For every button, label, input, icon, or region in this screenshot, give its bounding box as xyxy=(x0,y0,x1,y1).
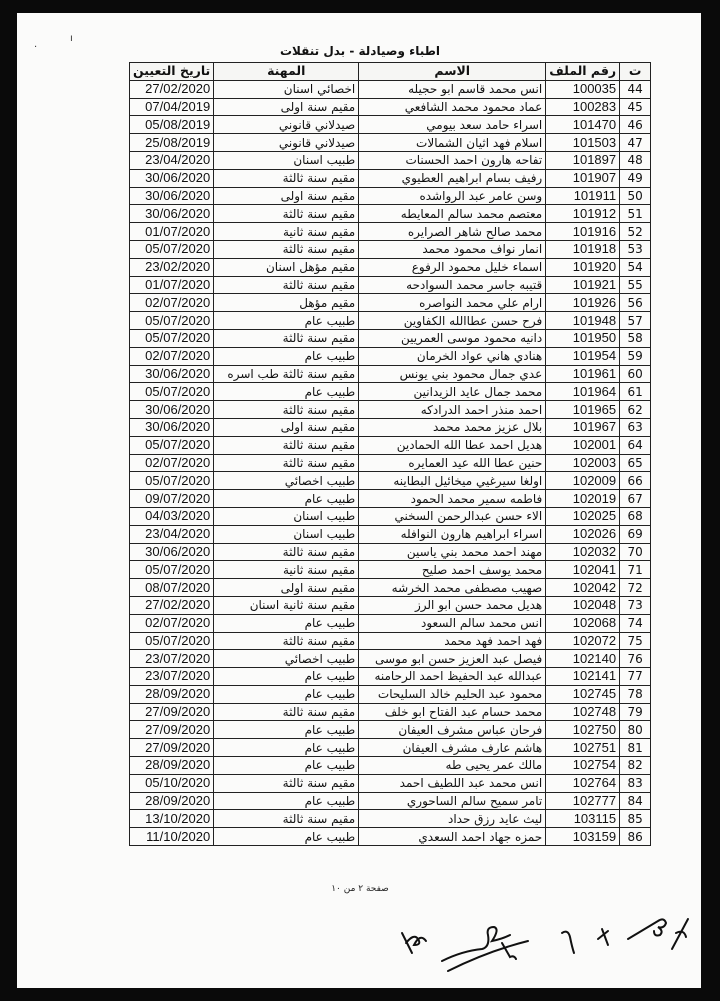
row-name: ليث عايد رزق حداد xyxy=(359,810,546,828)
table-row xyxy=(130,828,651,846)
row-name: تفاحه هارون احمد الحسنات xyxy=(359,151,546,169)
row-seq: 75 xyxy=(620,632,651,650)
row-file-number: 101964 xyxy=(546,383,620,401)
row-file-number: 102745 xyxy=(546,685,620,703)
row-seq: 67 xyxy=(620,490,651,508)
row-file-number: 102754 xyxy=(546,757,620,775)
row-appointment-date: 05/08/2019 xyxy=(130,116,214,134)
row-profession: طبيب عام xyxy=(214,721,359,739)
row-profession: مقيم سنة اولى xyxy=(214,187,359,205)
row-name: احمد منذر احمد الدرادكه xyxy=(359,401,546,419)
row-profession: مقيم سنة ثالثة xyxy=(214,205,359,223)
row-file-number: 101921 xyxy=(546,276,620,294)
row-seq: 59 xyxy=(620,347,651,365)
row-file-number: 101954 xyxy=(546,347,620,365)
row-file-number: 101920 xyxy=(546,258,620,276)
row-profession: مقيم سنة ثالثة xyxy=(214,543,359,561)
row-profession: مقيم سنة ثالثة طب اسره xyxy=(214,365,359,383)
stray-mark: · xyxy=(34,42,38,53)
row-name: معتصم محمد سالم المعايطه xyxy=(359,205,546,223)
row-name: محمد حسام عبد الفتاح ابو خلف xyxy=(359,703,546,721)
table-row xyxy=(130,632,651,650)
row-seq: 45 xyxy=(620,98,651,116)
row-profession: مقيم مؤهل xyxy=(214,294,359,312)
row-profession: مقيم سنة ثانية xyxy=(214,223,359,241)
row-profession: مقيم سنة ثالثة xyxy=(214,276,359,294)
row-profession: طبيب عام xyxy=(214,757,359,775)
row-seq: 73 xyxy=(620,596,651,614)
row-appointment-date: 27/09/2020 xyxy=(130,721,214,739)
row-appointment-date: 01/07/2020 xyxy=(130,276,214,294)
row-file-number: 101918 xyxy=(546,240,620,258)
row-seq: 77 xyxy=(620,668,651,686)
row-appointment-date: 02/07/2020 xyxy=(130,614,214,632)
row-profession: مقيم مؤهل اسنان xyxy=(214,258,359,276)
row-seq: 80 xyxy=(620,721,651,739)
row-name: فرح حسن عطاالله الكفاوين xyxy=(359,312,546,330)
row-file-number: 100035 xyxy=(546,80,620,98)
row-file-number: 101916 xyxy=(546,223,620,241)
row-name: محمد يوسف احمد صليح xyxy=(359,561,546,579)
row-seq: 86 xyxy=(620,828,651,846)
row-seq: 58 xyxy=(620,329,651,347)
row-file-number: 100283 xyxy=(546,98,620,116)
row-appointment-date: 28/09/2020 xyxy=(130,757,214,775)
table-row xyxy=(130,347,651,365)
table-row xyxy=(130,98,651,116)
table-row xyxy=(130,810,651,828)
row-seq: 82 xyxy=(620,757,651,775)
row-profession: مقيم سنة اولى xyxy=(214,418,359,436)
table-row xyxy=(130,774,651,792)
row-name: مهند احمد محمد بني ياسين xyxy=(359,543,546,561)
row-seq: 54 xyxy=(620,258,651,276)
table-row xyxy=(130,507,651,525)
table-row xyxy=(130,151,651,169)
row-name: عبدالله عبد الحفيظ احمد الرحامنه xyxy=(359,668,546,686)
table-row xyxy=(130,721,651,739)
row-appointment-date: 30/06/2020 xyxy=(130,205,214,223)
row-profession: طبيب عام xyxy=(214,739,359,757)
row-file-number: 101907 xyxy=(546,169,620,187)
row-appointment-date: 05/10/2020 xyxy=(130,774,214,792)
row-appointment-date: 23/02/2020 xyxy=(130,258,214,276)
row-name: فرحان عباس مشرف العيفان xyxy=(359,721,546,739)
row-file-number: 102777 xyxy=(546,792,620,810)
row-seq: 48 xyxy=(620,151,651,169)
row-appointment-date: 13/10/2020 xyxy=(130,810,214,828)
row-name: بلال عزيز محمد محمد xyxy=(359,418,546,436)
row-name: اسراء حامد سعد بيومي xyxy=(359,116,546,134)
row-appointment-date: 27/09/2020 xyxy=(130,739,214,757)
row-name: مالك عمر يحيى طه xyxy=(359,757,546,775)
row-profession: مقيم سنة ثالثة xyxy=(214,810,359,828)
row-appointment-date: 11/10/2020 xyxy=(130,828,214,846)
table-row xyxy=(130,792,651,810)
row-file-number: 102001 xyxy=(546,436,620,454)
table-row xyxy=(130,436,651,454)
row-profession: طبيب عام xyxy=(214,490,359,508)
row-profession: طبيب عام xyxy=(214,614,359,632)
row-name: اولغا سيرغيي ميخائيل البطاينه xyxy=(359,472,546,490)
table-row xyxy=(130,80,651,98)
table-row xyxy=(130,579,651,597)
row-appointment-date: 27/09/2020 xyxy=(130,703,214,721)
row-seq: 81 xyxy=(620,739,651,757)
table-row xyxy=(130,650,651,668)
row-appointment-date: 23/07/2020 xyxy=(130,650,214,668)
row-seq: 62 xyxy=(620,401,651,419)
row-name: محمود عبد الحليم خالد السليحات xyxy=(359,685,546,703)
row-profession: صيدلاني قانوني xyxy=(214,134,359,152)
row-name: الاء حسن عبدالرحمن السخني xyxy=(359,507,546,525)
row-file-number: 101961 xyxy=(546,365,620,383)
row-name: انس محمد عبد اللطيف احمد xyxy=(359,774,546,792)
row-file-number: 101912 xyxy=(546,205,620,223)
row-profession: مقيم سنة ثالثة xyxy=(214,169,359,187)
row-profession: صيدلاني قانوني xyxy=(214,116,359,134)
table-row xyxy=(130,223,651,241)
row-file-number: 101965 xyxy=(546,401,620,419)
row-appointment-date: 30/06/2020 xyxy=(130,187,214,205)
row-file-number: 102048 xyxy=(546,596,620,614)
row-appointment-date: 09/07/2020 xyxy=(130,490,214,508)
row-name: قتيبه جاسر محمد السوادحه xyxy=(359,276,546,294)
row-seq: 44 xyxy=(620,80,651,98)
row-seq: 60 xyxy=(620,365,651,383)
row-file-number: 101911 xyxy=(546,187,620,205)
row-seq: 68 xyxy=(620,507,651,525)
row-profession: طبيب اسنان xyxy=(214,525,359,543)
row-file-number: 101967 xyxy=(546,418,620,436)
row-file-number: 102068 xyxy=(546,614,620,632)
row-profession: طبيب عام xyxy=(214,347,359,365)
table-row xyxy=(130,205,651,223)
row-name: رفيف بسام ابراهيم العطيوي xyxy=(359,169,546,187)
row-appointment-date: 30/06/2020 xyxy=(130,418,214,436)
row-profession: مقيم سنة ثالثة xyxy=(214,401,359,419)
handwritten-signatures xyxy=(380,905,720,975)
row-name: اسلام فهد اثيان الشمالات xyxy=(359,134,546,152)
row-file-number: 102042 xyxy=(546,579,620,597)
table-header-row xyxy=(130,63,651,81)
row-appointment-date: 05/07/2020 xyxy=(130,329,214,347)
row-file-number: 101897 xyxy=(546,151,620,169)
row-profession: مقيم سنة اولى xyxy=(214,98,359,116)
row-seq: 61 xyxy=(620,383,651,401)
row-appointment-date: 05/07/2020 xyxy=(130,436,214,454)
row-name: فهد احمد فهد محمد xyxy=(359,632,546,650)
row-appointment-date: 30/06/2020 xyxy=(130,169,214,187)
row-profession: طبيب عام xyxy=(214,685,359,703)
table-row xyxy=(130,614,651,632)
row-appointment-date: 23/04/2020 xyxy=(130,525,214,543)
row-seq: 70 xyxy=(620,543,651,561)
row-profession: مقيم سنة ثانية xyxy=(214,561,359,579)
row-name: اسماء خليل محمود الرفوع xyxy=(359,258,546,276)
row-name: اسراء ابراهيم هارون النوافله xyxy=(359,525,546,543)
table-row xyxy=(130,294,651,312)
table-row xyxy=(130,383,651,401)
row-seq: 83 xyxy=(620,774,651,792)
header-appointment-date: تاريخ التعيين xyxy=(130,63,214,81)
row-file-number: 102025 xyxy=(546,507,620,525)
row-name: هاشم عارف مشرف العيفان xyxy=(359,739,546,757)
row-seq: 53 xyxy=(620,240,651,258)
row-appointment-date: 08/07/2020 xyxy=(130,579,214,597)
row-file-number: 103159 xyxy=(546,828,620,846)
row-appointment-date: 02/07/2020 xyxy=(130,347,214,365)
table-row xyxy=(130,739,651,757)
row-file-number: 101470 xyxy=(546,116,620,134)
row-seq: 65 xyxy=(620,454,651,472)
table-row xyxy=(130,401,651,419)
row-appointment-date: 27/02/2020 xyxy=(130,80,214,98)
row-appointment-date: 27/02/2020 xyxy=(130,596,214,614)
row-file-number: 102140 xyxy=(546,650,620,668)
row-seq: 85 xyxy=(620,810,651,828)
table-row xyxy=(130,472,651,490)
row-seq: 76 xyxy=(620,650,651,668)
table-row xyxy=(130,561,651,579)
row-appointment-date: 28/09/2020 xyxy=(130,792,214,810)
table-row xyxy=(130,418,651,436)
table-row xyxy=(130,116,651,134)
row-name: هنادي هاني عواد الخرمان xyxy=(359,347,546,365)
header-file-number: رقم الملف xyxy=(546,63,620,81)
row-appointment-date: 23/04/2020 xyxy=(130,151,214,169)
row-file-number: 102764 xyxy=(546,774,620,792)
row-appointment-date: 05/07/2020 xyxy=(130,472,214,490)
row-name: فيصل عبد العزيز حسن ابو موسى xyxy=(359,650,546,668)
row-seq: 84 xyxy=(620,792,651,810)
row-seq: 49 xyxy=(620,169,651,187)
row-appointment-date: 30/06/2020 xyxy=(130,365,214,383)
row-name: تامر سميح سالم الساحوري xyxy=(359,792,546,810)
row-name: وسن عامر عبد الرواشده xyxy=(359,187,546,205)
row-seq: 71 xyxy=(620,561,651,579)
row-file-number: 102072 xyxy=(546,632,620,650)
row-file-number: 102748 xyxy=(546,703,620,721)
row-file-number: 102026 xyxy=(546,525,620,543)
row-file-number: 102019 xyxy=(546,490,620,508)
row-profession: طبيب عام xyxy=(214,828,359,846)
header-seq: ت xyxy=(620,63,651,81)
table-row xyxy=(130,525,651,543)
row-appointment-date: 28/09/2020 xyxy=(130,685,214,703)
row-file-number: 102141 xyxy=(546,668,620,686)
row-seq: 46 xyxy=(620,116,651,134)
row-seq: 79 xyxy=(620,703,651,721)
row-file-number: 102041 xyxy=(546,561,620,579)
table-row xyxy=(130,365,651,383)
row-appointment-date: 05/07/2020 xyxy=(130,632,214,650)
transfer-allowance-table xyxy=(129,62,651,846)
table-row xyxy=(130,703,651,721)
row-file-number: 102751 xyxy=(546,739,620,757)
row-profession: مقيم سنة اولى xyxy=(214,579,359,597)
row-appointment-date: 30/06/2020 xyxy=(130,543,214,561)
table-row xyxy=(130,490,651,508)
row-name: صهيب مصطفى محمد الخرشه xyxy=(359,579,546,597)
table-row xyxy=(130,454,651,472)
row-seq: 57 xyxy=(620,312,651,330)
row-seq: 52 xyxy=(620,223,651,241)
row-seq: 66 xyxy=(620,472,651,490)
row-profession: مقيم سنة ثالثة xyxy=(214,774,359,792)
row-file-number: 102032 xyxy=(546,543,620,561)
row-seq: 72 xyxy=(620,579,651,597)
row-name: دانيه محمود موسى العمريين xyxy=(359,329,546,347)
row-name: انس محمد قاسم ابو حجيله xyxy=(359,80,546,98)
row-profession: طبيب عام xyxy=(214,383,359,401)
table-row xyxy=(130,596,651,614)
table-row xyxy=(130,187,651,205)
row-name: حمزه جهاد احمد السعدي xyxy=(359,828,546,846)
row-profession: مقيم سنة ثالثة xyxy=(214,703,359,721)
row-file-number: 102003 xyxy=(546,454,620,472)
row-seq: 69 xyxy=(620,525,651,543)
row-appointment-date: 25/08/2019 xyxy=(130,134,214,152)
table-row xyxy=(130,668,651,686)
row-seq: 64 xyxy=(620,436,651,454)
row-file-number: 102009 xyxy=(546,472,620,490)
row-file-number: 102750 xyxy=(546,721,620,739)
table-row xyxy=(130,258,651,276)
row-name: عدي جمال محمود بني يونس xyxy=(359,365,546,383)
row-seq: 74 xyxy=(620,614,651,632)
table-row xyxy=(130,543,651,561)
row-appointment-date: 02/07/2020 xyxy=(130,294,214,312)
row-seq: 50 xyxy=(620,187,651,205)
stray-mark: ı xyxy=(70,33,73,44)
row-seq: 51 xyxy=(620,205,651,223)
row-name: انمار نواف محمود محمد xyxy=(359,240,546,258)
table-row xyxy=(130,685,651,703)
row-name: محمد جمال عايد الزيدانين xyxy=(359,383,546,401)
row-profession: طبيب عام xyxy=(214,312,359,330)
row-seq: 63 xyxy=(620,418,651,436)
row-appointment-date: 05/07/2020 xyxy=(130,383,214,401)
row-profession: طبيب عام xyxy=(214,668,359,686)
row-seq: 78 xyxy=(620,685,651,703)
row-profession: مقيم سنة ثانية اسنان xyxy=(214,596,359,614)
table-row xyxy=(130,276,651,294)
row-name: حنين عطا الله عيد العمايره xyxy=(359,454,546,472)
row-name: هديل محمد حسن ابو الرز xyxy=(359,596,546,614)
row-profession: مقيم سنة ثالثة xyxy=(214,240,359,258)
header-name: الاسم xyxy=(359,63,546,81)
row-name: ارام علي محمد النواصره xyxy=(359,294,546,312)
row-appointment-date: 05/07/2020 xyxy=(130,240,214,258)
document-title: اطباء وصيادلة - بدل تنقلات xyxy=(279,44,441,58)
table-row xyxy=(130,134,651,152)
row-name: عماد محمود محمد الشافعي xyxy=(359,98,546,116)
row-profession: اخصائي اسنان xyxy=(214,80,359,98)
page-number: صفحة ٢ من ١٠ xyxy=(331,884,389,894)
row-file-number: 103115 xyxy=(546,810,620,828)
row-profession: مقيم سنة ثالثة xyxy=(214,632,359,650)
row-profession: طبيب اسنان xyxy=(214,507,359,525)
header-profession: المهنة xyxy=(214,63,359,81)
table-row xyxy=(130,757,651,775)
row-appointment-date: 01/07/2020 xyxy=(130,223,214,241)
row-appointment-date: 02/07/2020 xyxy=(130,454,214,472)
table-row xyxy=(130,312,651,330)
row-name: محمد صالح شاهر الصرايره xyxy=(359,223,546,241)
row-appointment-date: 05/07/2020 xyxy=(130,561,214,579)
row-profession: طبيب عام xyxy=(214,792,359,810)
row-profession: طبيب اسنان xyxy=(214,151,359,169)
row-name: انس محمد سالم السعود xyxy=(359,614,546,632)
row-profession: مقيم سنة ثالثة xyxy=(214,436,359,454)
row-file-number: 101926 xyxy=(546,294,620,312)
row-file-number: 101948 xyxy=(546,312,620,330)
table-row xyxy=(130,169,651,187)
table-row xyxy=(130,240,651,258)
row-seq: 55 xyxy=(620,276,651,294)
row-name: فاطمه سمير محمد الحمود xyxy=(359,490,546,508)
row-seq: 47 xyxy=(620,134,651,152)
table-row xyxy=(130,329,651,347)
row-appointment-date: 04/03/2020 xyxy=(130,507,214,525)
row-appointment-date: 05/07/2020 xyxy=(130,312,214,330)
row-profession: مقيم سنة ثالثة xyxy=(214,329,359,347)
row-appointment-date: 30/06/2020 xyxy=(130,401,214,419)
row-file-number: 101950 xyxy=(546,329,620,347)
row-profession: طبيب اخصائي xyxy=(214,472,359,490)
row-name: هديل احمد عطا الله الحمادين xyxy=(359,436,546,454)
row-profession: طبيب اخصائي xyxy=(214,650,359,668)
row-appointment-date: 23/07/2020 xyxy=(130,668,214,686)
row-appointment-date: 07/04/2019 xyxy=(130,98,214,116)
row-profession: مقيم سنة ثالثة xyxy=(214,454,359,472)
row-seq: 56 xyxy=(620,294,651,312)
row-file-number: 101503 xyxy=(546,134,620,152)
